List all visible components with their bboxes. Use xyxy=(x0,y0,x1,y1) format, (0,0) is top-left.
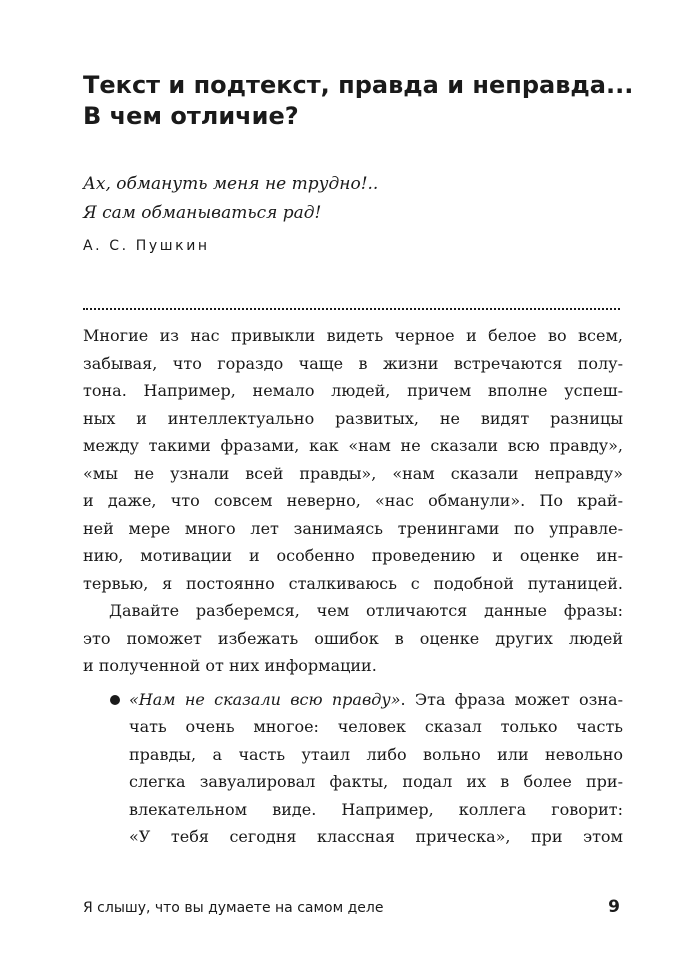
text-line: тервью, я постоянно сталкиваюсь с подобной путаницей. xyxy=(83,573,623,593)
text-line: и полученной от них информации. xyxy=(83,656,377,675)
epigraph-author: А. С. Пушкин xyxy=(83,238,210,254)
text-line: это поможет избежать ошибок в оценке других людей xyxy=(83,628,623,648)
running-footer-title: Я слышу, что вы думаете на самом деле xyxy=(83,900,384,916)
text-line: влекательном виде. Например, коллега говорит: xyxy=(129,799,623,819)
chapter-title xyxy=(83,70,634,132)
epigraph-line-1: Ах, обмануть меня не трудно!.. xyxy=(83,174,379,194)
text-line xyxy=(129,686,623,714)
text-line: ных и интеллектуально развитых, не видят разницы xyxy=(83,408,623,428)
paragraph-1 xyxy=(83,322,623,597)
text-line: между такими фразами, как «нам не сказали всю правду», xyxy=(83,436,623,455)
epigraph-line-2: Я сам обманываться рад! xyxy=(83,203,322,223)
epigraph xyxy=(83,170,623,228)
text-line: забывая, что гораздо чаще в жизни встречаются полу- xyxy=(83,353,623,373)
text-line: ней мере много лет занимаясь тренингами по управле- xyxy=(83,518,623,538)
bullet-item xyxy=(83,686,623,851)
dotted-divider xyxy=(83,308,620,310)
text-line: слегка завуалировал факты, подал их в более при- xyxy=(129,772,623,791)
italic-phrase: «Нам не сказали всю правду» xyxy=(129,689,401,709)
text-line: Давайте разберемся, чем отличаются данные фразы: xyxy=(109,601,623,620)
chapter-title-line-1: Текст и подтекст, правда и неправда... xyxy=(83,71,634,99)
body-text xyxy=(83,322,623,851)
text-fragment: . Эта фраза может озна- xyxy=(400,689,623,709)
chapter-title-line-2: В чем отличие? xyxy=(83,102,299,130)
text-line: нию, мотивации и особенно проведению и оценке ин- xyxy=(83,546,623,565)
text-line: «У тебя сегодня классная прическа», при этом xyxy=(129,827,623,846)
text-line: и даже, что совсем неверно, «нас обманули». По край- xyxy=(83,491,623,510)
text-line: чать очень многое: человек сказал только часть xyxy=(129,717,623,736)
page-number: 9 xyxy=(608,897,620,917)
text-line: «мы не узнали всей правды», «нам сказали неправду» xyxy=(83,463,623,483)
paragraph-2 xyxy=(83,597,623,680)
text-line: правды, а часть утаил либо вольно или невольно xyxy=(129,744,623,764)
bullet-dot-icon xyxy=(110,695,120,705)
text-line: Многие из нас привыкли видеть черное и белое во всем, xyxy=(83,326,623,345)
text-line: тона. Например, немало людей, причем вполне успеш- xyxy=(83,381,623,400)
